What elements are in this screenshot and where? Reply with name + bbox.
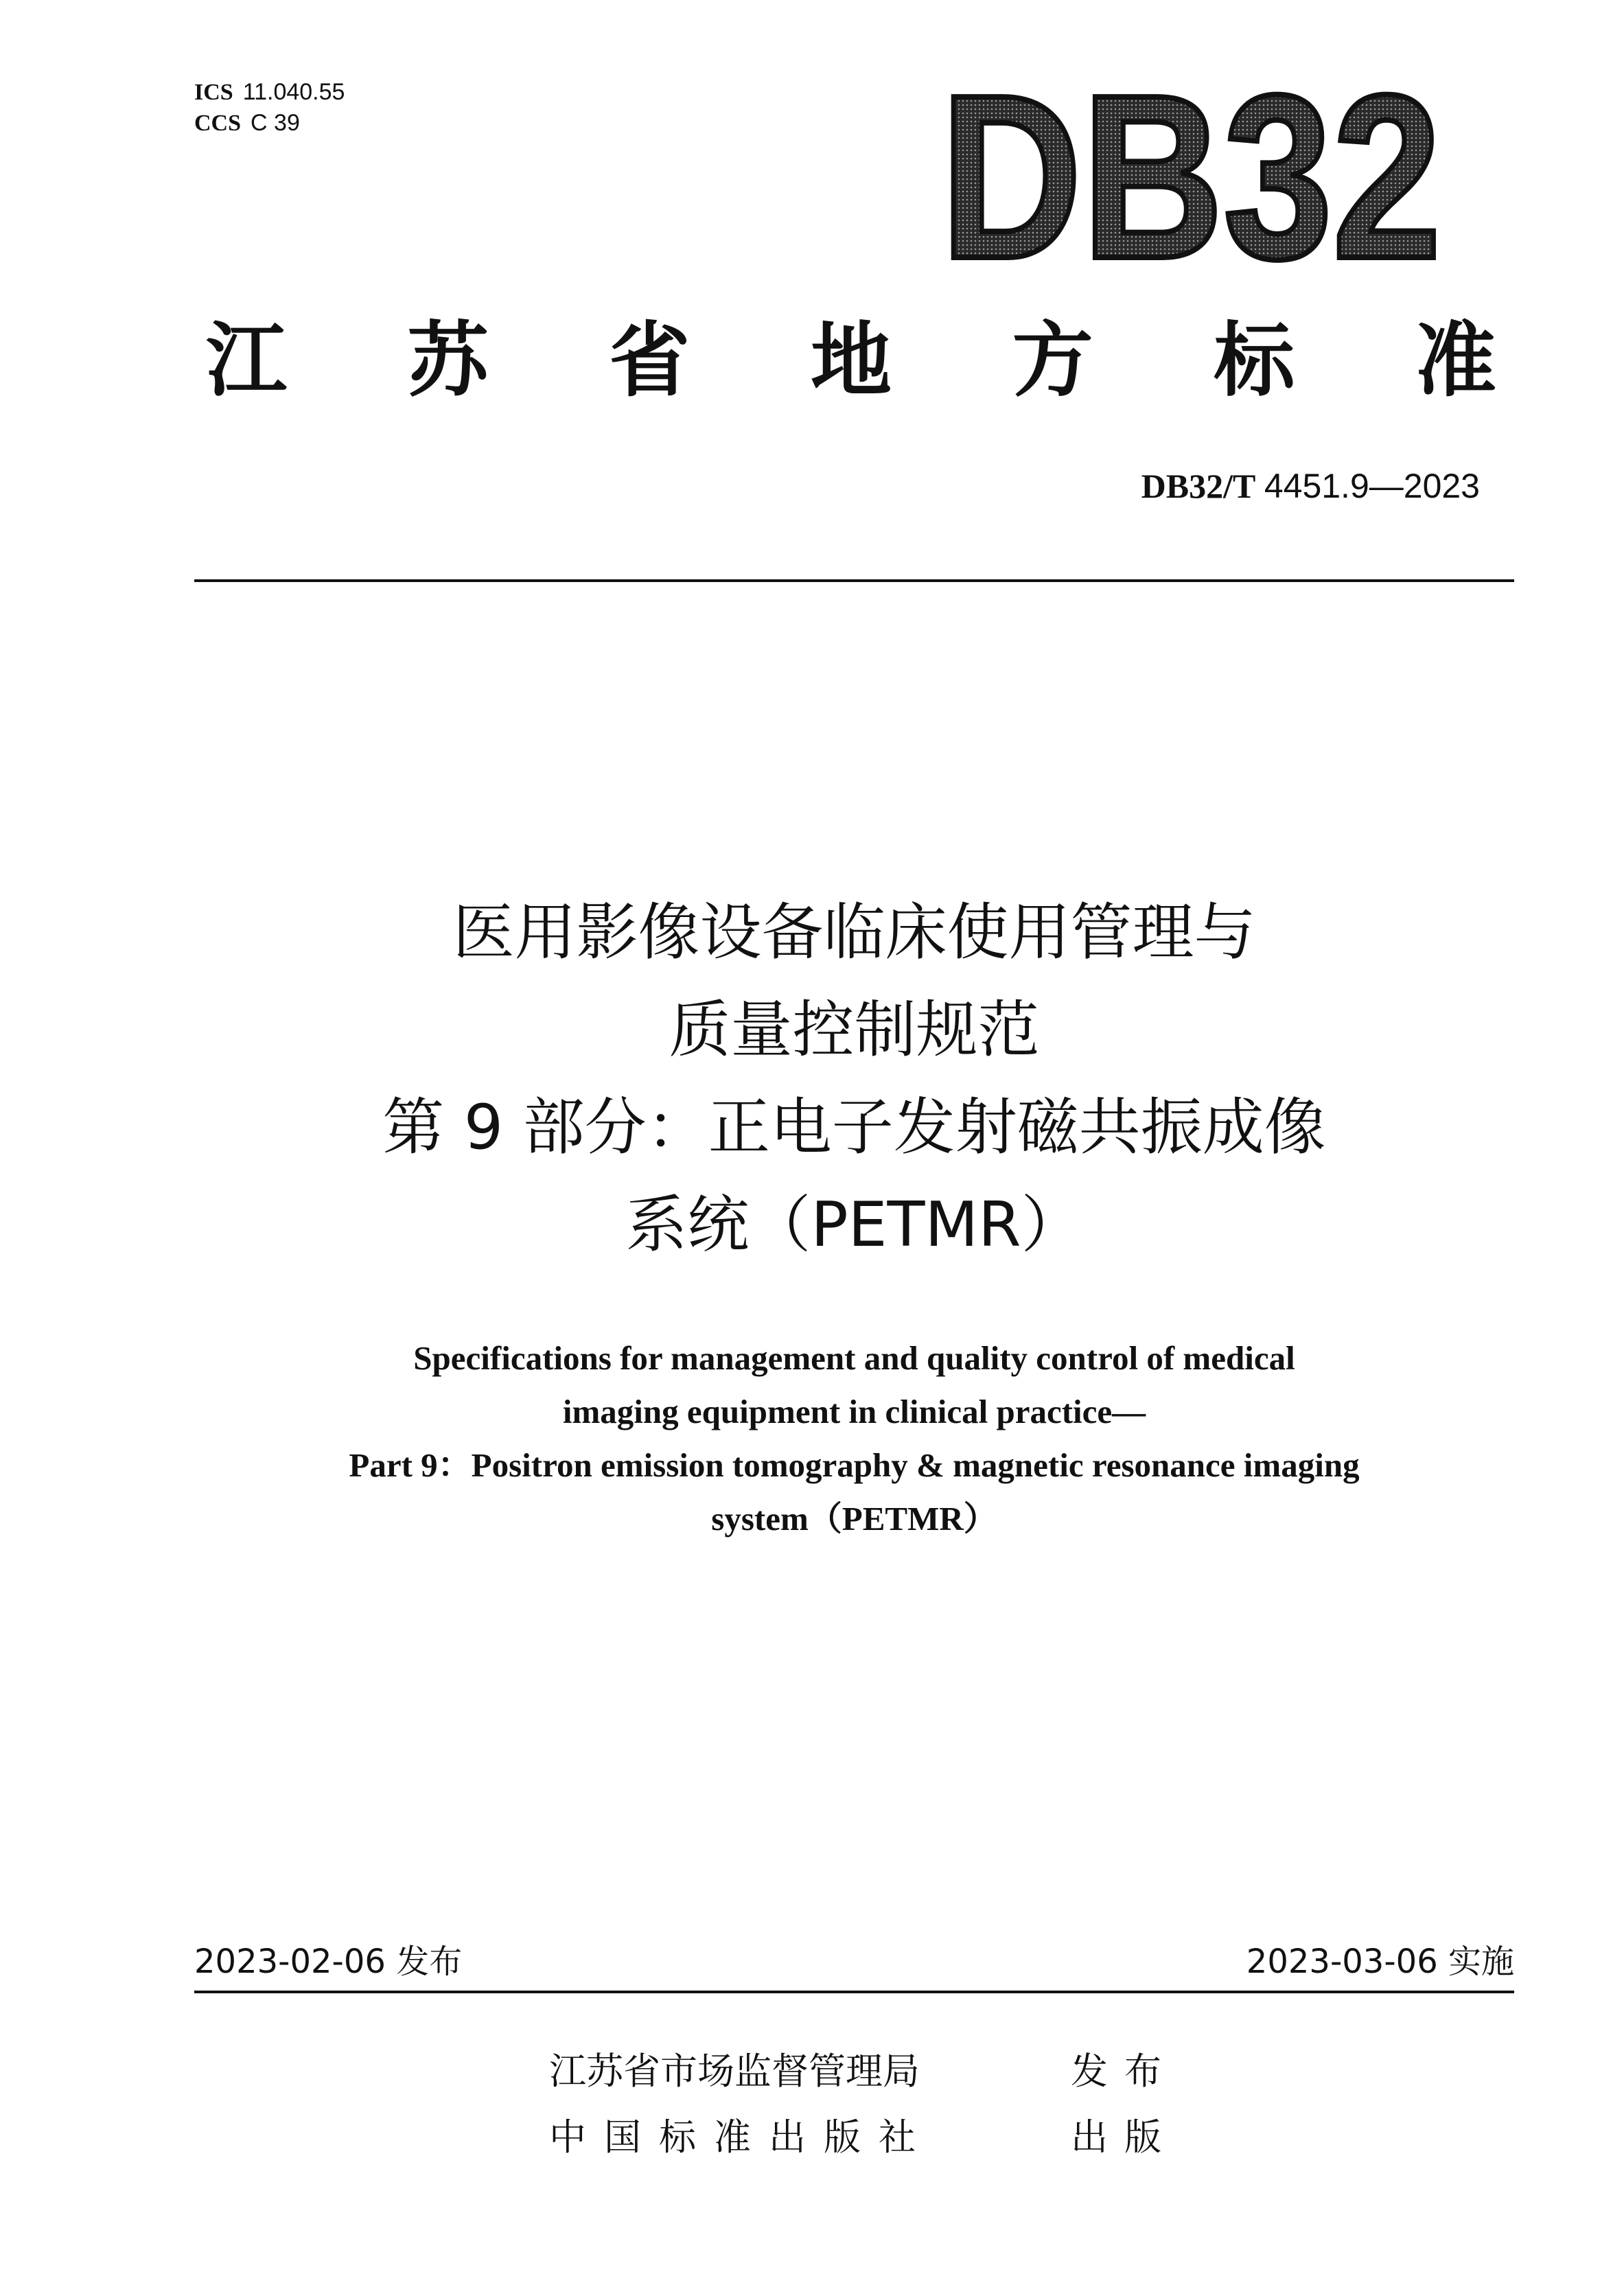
title-en-line: system（PETMR） bbox=[711, 1500, 997, 1538]
ccs-label: CCS bbox=[194, 111, 242, 136]
title-cn-line: 医用影像设备临床使用管理与 bbox=[452, 896, 1256, 969]
publishers bbox=[549, 2039, 1178, 2170]
title-char: 苏 bbox=[407, 312, 489, 408]
db32-logo bbox=[940, 47, 1448, 308]
top-divider bbox=[194, 579, 1514, 582]
standard-number-prefix: DB32/T bbox=[1141, 467, 1256, 505]
document-title-en bbox=[194, 1332, 1514, 1546]
title-char: 标 bbox=[1214, 312, 1295, 408]
standard-type-title bbox=[206, 312, 1496, 408]
title-en-line: Part 9：Positron emission tomography & magnetic resonance imaging bbox=[349, 1446, 1360, 1484]
publisher-org: 中国标准出版社 bbox=[549, 2115, 933, 2159]
title-char: 江 bbox=[206, 312, 288, 408]
publisher-row bbox=[549, 2039, 1178, 2104]
classification-codes bbox=[194, 77, 345, 139]
publish-date: 2023-02-06 发布 bbox=[194, 1943, 463, 1981]
bottom-divider bbox=[194, 1991, 1514, 1993]
ics-label: ICS bbox=[194, 80, 233, 105]
title-en-line: Specifications for management and quality control of medical bbox=[413, 1339, 1295, 1377]
ccs-code: C 39 bbox=[251, 110, 300, 136]
title-cn-line: 质量控制规范 bbox=[669, 994, 1040, 1066]
publisher-row bbox=[549, 2104, 1178, 2170]
db32-logo-text: DB32 bbox=[940, 47, 1441, 308]
title-char: 地 bbox=[810, 312, 892, 408]
standard-number bbox=[1141, 465, 1480, 507]
ics-line bbox=[194, 77, 345, 108]
title-char: 准 bbox=[1415, 312, 1496, 408]
title-en-line: imaging equipment in clinical practice— bbox=[562, 1393, 1146, 1430]
publisher-role: 出版 bbox=[1071, 2115, 1178, 2159]
title-cn-line: 第 9 部分：正电子发射磁共振成像 bbox=[382, 1091, 1326, 1163]
implement-date: 2023-03-06 实施 bbox=[1246, 1943, 1514, 1981]
title-char: 省 bbox=[609, 312, 691, 408]
title-char: 方 bbox=[1012, 312, 1093, 408]
title-cn-line: 系统（PETMR） bbox=[625, 1189, 1083, 1261]
document-title-cn bbox=[194, 884, 1514, 1274]
ccs-line bbox=[194, 108, 345, 139]
ics-code: 11.040.55 bbox=[242, 79, 345, 105]
standard-number-value: 4451.9—2023 bbox=[1264, 467, 1480, 505]
publisher-org: 江苏省市场监督管理局 bbox=[549, 2050, 920, 2093]
publisher-role: 发布 bbox=[1071, 2050, 1178, 2093]
